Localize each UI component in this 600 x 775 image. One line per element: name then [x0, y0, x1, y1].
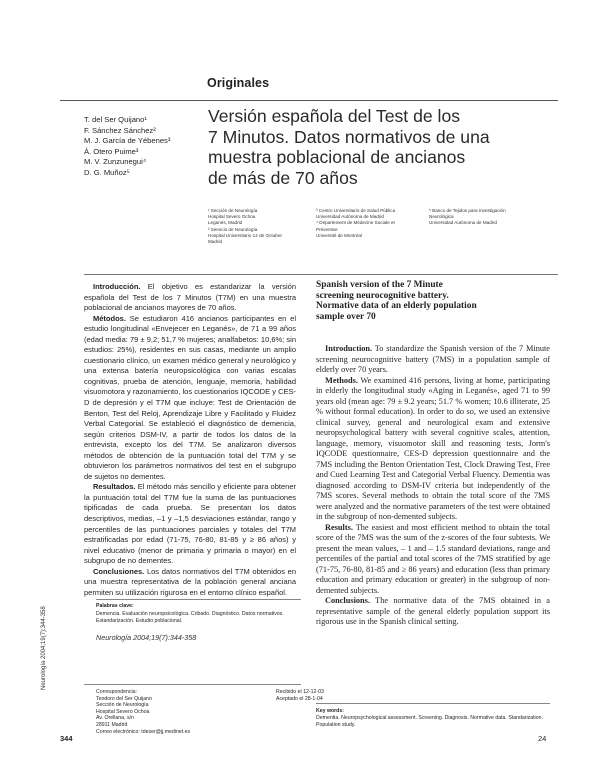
english-title: [316, 280, 550, 322]
dates: [276, 689, 324, 702]
correspondence-line: Correspondencia:: [96, 689, 137, 695]
correspondence-line: 28911 Madrid: [96, 721, 128, 728]
accepted-date: Aceptado el 28-1-04: [276, 695, 323, 702]
title-line: muestra poblacional de ancianos: [208, 147, 466, 168]
keywords-label: Key words:: [316, 708, 344, 714]
abstract-text: We examined 416 persons, living at home, participating in elderly the longitudinal study «Aging in Leganés», aged 71 to 99 years old (mean age: 79 ± 9.2 years; 51.7 % women; 10.6 illiterate, 25 % without formal education). In order to do so, we used an extensive clinical survey, general and neurological exam and extensive neuropsychological battery with several cognitive scales, attention, language, memory, visuomotor skill and reasoning tests, Jorm's IQCODE questionnaire, CES-D depression questionnaire and the 7MS including the Benton Orientation Test, Clock Drawing Test, Free and Cued Learning Test and Categorial Verbal Fluency. Dementia was diagnosed according to DSM-IV criteria but independently of the 7MS scores. Several methods to obtain the total score of the 7MS were analyzed and the normative parameters of the test were obtained in the subgroup of non-demented subjects.: [316, 375, 550, 521]
affiliation-line: Université de Montréal: [316, 232, 362, 238]
english-title-line: sample over 70: [316, 311, 376, 322]
title-line: 7 Minutos. Datos normativos de una: [208, 126, 490, 147]
abstract-english: [316, 344, 550, 628]
keywords-rule: [96, 599, 301, 600]
keywords-text: Dementia. Neuropsychological assessment. Screening. Diagnosis. Normative data. Standarization. Population study.: [316, 715, 543, 728]
abstract-text: Los datos normativos del T7M obtenidos en una muestra representativa de la población general anciana permiten su utilización rigurosa en el entorno clínico español.: [84, 566, 296, 597]
abstract-heading: Introduction.: [325, 344, 373, 353]
citation: Neurología 2004;19(7):344-358: [96, 633, 197, 642]
received-date: Recibido el 12-12-03: [276, 689, 324, 695]
top-rule: [60, 100, 558, 101]
affiliation-line: ² Servicio de Neurología: [208, 226, 258, 232]
affiliation-line: ¹ Sección de Neurología: [208, 208, 258, 213]
affiliation-line: Madrid: [208, 239, 223, 245]
footer-rule: [84, 684, 301, 685]
keywords-label: Palabras clave:: [96, 603, 134, 609]
affiliation-column-1: [208, 208, 308, 245]
english-title-line: Normative data of an elderly population: [316, 301, 477, 312]
title-line: Versión española del Test de los: [208, 106, 461, 126]
abstract-heading: Introducción.: [93, 282, 141, 291]
author: D. G. Muñoz⁵: [84, 167, 130, 177]
page-number-right: 24: [538, 734, 547, 743]
header-rule: [84, 274, 558, 275]
affiliation-line: Leganés, Madrid: [208, 220, 243, 226]
abstract-heading: Métodos.: [93, 313, 126, 323]
correspondence-line: Sección de Neurología: [96, 702, 149, 709]
author: T. del Ser Quijano¹: [84, 115, 147, 124]
author: M. J. García de Yébenes³: [84, 136, 171, 146]
affiliation-line: ⁵ Banco de Tejidos para Investigación: [429, 208, 506, 213]
affiliation-line: Neurológica: [429, 214, 454, 220]
correspondence: [96, 689, 256, 735]
page-number-left: 344: [60, 734, 73, 743]
abstract-spanish: [84, 282, 296, 598]
abstract-heading: Methods.: [325, 375, 358, 385]
author: Á. Otero Puime³: [84, 146, 139, 156]
abstract-text: The easiest and most efficient method to obtain the total score of the 7MS was the sum of the z-scores of the four subtests. We present the mean values, – 1 and – 1.5 standard deviations, range and percentiles of the partial and total scores of the 7MS stratified by age (71-75, 76-80, 81-85 and ≥ 86 years) and education (less than primary education and primary education or greater) in the subgroup of non-demented subjects.: [316, 522, 550, 595]
affiliation-line: Hospital Universitario 12 de Octubre: [208, 232, 282, 238]
abstract-text: Se estudiaron 416 ancianos participantes en el estudio longitudinal «Envejecer en Leganés», de 71 a 99 años (edad media: 79 ± 9,2; 51,7 % mujeres; analfabetos: 10,6%; sin estudios: 25%), residentes en sus casas, mediante un amplio cuestionario clínico, un examen médico general y neurológico y una extensa batería neuropsicológica con varias escalas cognitivas, prueba de atención, lenguaje, memoria, habilidad visuomotora y razonamiento, los cuestionarios IQCODE y CES-D de depresión y el T7M que incluye: Test de Orientación de Benton, Test del Reloj, Aprendizaje Libre y Facilitado y Fluidez Verbal Categorial. Se estableció el diagnóstico de demencia, según criterios DSM-IV, a partir de todos los datos de la entrevista, excepto los del T7M. Se analizaron diversos métodos de obtención de la puntuación total del T7M y se obtuvieron los parámetros normativos del test en el subgrupo de sujetos no dementes.: [84, 313, 296, 481]
english-title-line: screening neurocognitive battery.: [316, 290, 449, 301]
abstract-heading: Conclusions.: [325, 596, 370, 605]
abstract-text: The normative data of the 7MS obtained in a representative sample of the general elderly population support its rigorous use in the Spanish clinical setting.: [316, 596, 550, 626]
author: F. Sánchez Sánchez²: [84, 125, 156, 135]
keywords-text: Demencia. Evaluación neuropsicológica. Cribado. Diagnóstico. Datos normativos. Estandarización. Estudio poblacional.: [96, 611, 284, 624]
affiliation-line: Universidad Autónoma de Madrid: [429, 220, 497, 226]
correspondence-line: Av. Orellana, s/n: [96, 715, 134, 722]
correspondence-email: Correo electrónico: tdeser@jj.medinet.es: [96, 728, 191, 735]
article-title: [208, 106, 548, 188]
abstract-heading: Results.: [325, 522, 353, 532]
english-title-line: Spanish version of the 7 Minute: [316, 280, 443, 290]
affiliation-column-2: [316, 208, 416, 239]
title-line: de más de 70 años: [208, 167, 358, 188]
abstract-text: El método más sencillo y eficiente para obtener la puntuación total del T7M fue la suma de las puntuaciones tipificadas de cada prueba. Se presentan los datos descriptivos, medias, –1 y –1,5 desviaciones estándar, rango y percentiles de las puntuaciones parciales y totales del T7M estratificadas por edad (71-75, 76-80, 81-85 y ≥ 86 años) y nivel educativo (menor de primaria y primaria o mayor) en el subgrupo de no dementes.: [84, 482, 296, 566]
abstract-heading: Conclusiones.: [93, 566, 145, 576]
affiliation-line: Universidad Autónoma de Madrid: [316, 214, 384, 220]
abstract-text: To standardize the Spanish version of the 7 Minute screening neurocognitive battery (7MS) in a population sample of elderly over 70 years.: [316, 344, 550, 374]
side-journal-reference: Neurología 2004;19(7):344-358: [41, 606, 47, 690]
correspondence-line: Teodoro del Ser Quijano: [96, 695, 152, 702]
affiliation-line: Hospital Severo Ochoa: [208, 214, 256, 220]
author: M. V. Zunzunegui⁴: [84, 157, 147, 167]
affiliation-line: ⁴ Département de Médecine Sociale et: [316, 220, 395, 226]
affiliation-column-3: [429, 208, 529, 227]
abstract-heading: Resultados.: [93, 482, 136, 492]
keywords-rule: [316, 703, 550, 704]
affiliation-line: ³ Centro Universitario de Salud Pública: [316, 208, 396, 213]
abstract-text: El objetivo es estandarizar la versión española del Test de los 7 Minutos (T7M) en una muestra poblacional de ancianos mayores de 70 años.: [84, 282, 296, 313]
author-list: [84, 115, 200, 179]
section-tag: Originales: [207, 76, 270, 90]
correspondence-line: Hospital Severo Ochoa: [96, 708, 150, 715]
affiliation-line: Préventive: [316, 226, 338, 232]
